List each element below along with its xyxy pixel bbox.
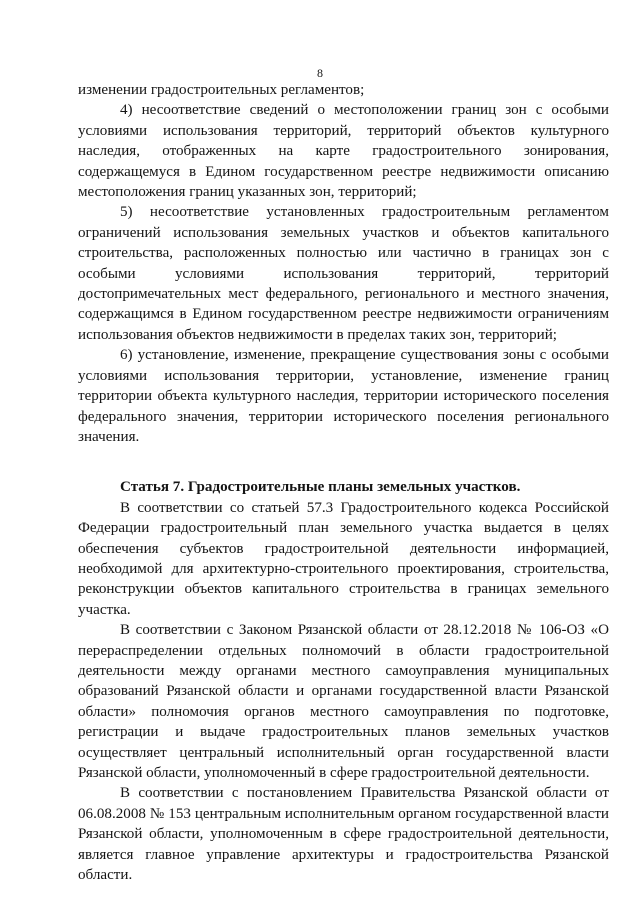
paragraph-item-5: 5) несоответствие установленных градостроительным регламентом ограничений использования земельных участков и объектов капитального строительства, расположенных полностью или частично в границах зон с особыми условиями использования территорий, территорий достопримечательных мест федерального, регионального и местного значения, содержащимся в Едином государственном реестре недвижимости ограничениям использования объектов недвижимости в пределах таких зон, территорий;	[78, 204, 609, 343]
paragraph-continuation: изменении градостроительных регламентов;	[78, 82, 365, 98]
paragraph-item-4: 4) несоответствие сведений о местоположении границ зон с особыми условиями использования территорий, территорий объектов культурного наследия, отображенных на карте градостроительного зонирования, содержащемуся в Едином государственном реестре недвижимости описанию местоположения границ указанных зон, территорий;	[78, 102, 609, 201]
paragraph-item-6: 6) установление, изменение, прекращение существования зоны с особыми условиями использования территории, установление, изменение границ территории объекта культурного наследия, территории исторического поселения федерального значения, территории исторического поселения регионального значения.	[78, 347, 609, 445]
paragraph-article7-3: В соответствии с постановлением Правительства Рязанской области от 06.08.2008 № 153 центральным исполнительным органом государственной власти Рязанской области, уполномоченным в сфере градостроительной деятельности, является главное управление архитектуры и градостроительства Рязанской области.	[78, 785, 609, 884]
article-heading: Статья 7. Градостроительные планы земельных участков.	[120, 479, 521, 496]
paragraph-article7-2: В соответствии с Законом Рязанской области от 28.12.2018 № 106-ОЗ «О перераспределении отдельных полномочий в области градостроительной деятельности между органами местного самоуправления муниципальных образований Рязанской области и органами государственной власти Рязанской области» полномочия органов местного самоуправления по подготовке, регистрации и выдаче градостроительных планов земельных участков осуществляет центральный исполнительный орган государственной власти Рязанской области, уполномоченный в сфере градостроительной деятельности.	[78, 622, 609, 781]
page-number: 8	[317, 66, 323, 80]
paragraph-article7-1: В соответствии со статьей 57.3 Градостроительного кодекса Российской Федерации градостроительный план земельного участка выдается в целях обеспечения субъектов градостроительной деятельности информацией, необходимой для архитектурно-строительного проектирования, строительства, реконструкции объектов капитального строительства в границах земельного участка.	[78, 499, 609, 618]
document-body	[78, 80, 609, 885]
